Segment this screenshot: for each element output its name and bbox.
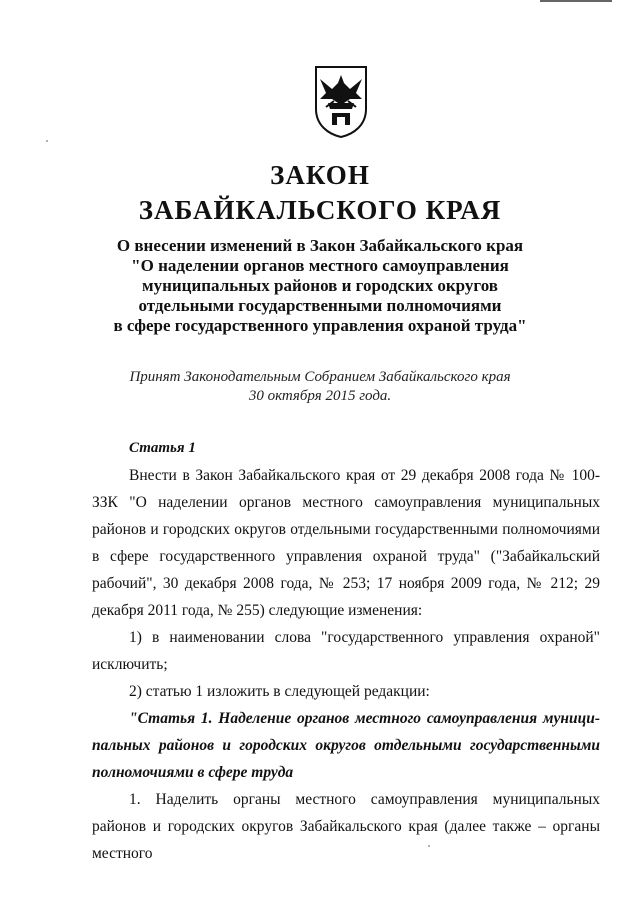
law-subtitle	[60, 236, 580, 336]
subtitle-line: в сфере государственного управления охраной труда"	[113, 316, 527, 335]
law-title: ЗАКОН	[270, 160, 370, 190]
subtitle-line: "О наделении органов местного самоуправления	[131, 256, 509, 275]
subtitle-line: отдельными государственными полномочиями	[138, 296, 502, 315]
paragraph-clause-1: 1. Наделить органы местного самоуправления муниципальных районов и городских округов Забайкальского края (далее также – органы местного	[92, 791, 600, 862]
region-title: ЗАБАЙКАЛЬСКОГО КРАЯ	[138, 195, 502, 225]
paragraph-amendment-intro: Внести в Закон Забайкальского края от 29 декабря 2008 года № 100-ЗЗК "О наделении органов местного самоуправления муниципальных районов и городских округов отдельными государственными полномочиями в сфере государственного управления охраной труда" ("Забайкальский рабочий", 30 декабря 2008 года, № 253; 17 ноября 2009 года, № 212; 29 декабря 2011 года, № 255) следующие изменения:	[92, 467, 600, 619]
paragraph-new-article-heading: "Статья 1. Наделение органов местного самоуправления муници-пальных районов и городских округов отдельными государственными полномочиями в сфере труда	[92, 710, 600, 781]
paragraph-item-1: 1) в наименовании слова "государственного управления охраной" исключить;	[92, 629, 600, 673]
scan-speck	[428, 845, 430, 847]
subtitle-line: муниципальных районов и городских округов	[142, 276, 498, 295]
adoption-body: Принят Законодательным Собранием Забайкальского края	[129, 369, 511, 385]
article-heading: Статья 1	[129, 440, 196, 456]
subtitle-line: О внесении изменений в Закон Забайкальского края	[116, 236, 524, 255]
coat-of-arms-emblem	[312, 63, 370, 139]
paragraph-item-2: 2) статью 1 изложить в следующей редакции:	[129, 683, 430, 700]
adoption-date: 30 октября 2015 года.	[248, 388, 392, 404]
document-body	[92, 462, 600, 867]
scan-speck	[46, 140, 48, 142]
adoption-note	[80, 368, 560, 406]
top-edge-mark	[540, 0, 612, 2]
